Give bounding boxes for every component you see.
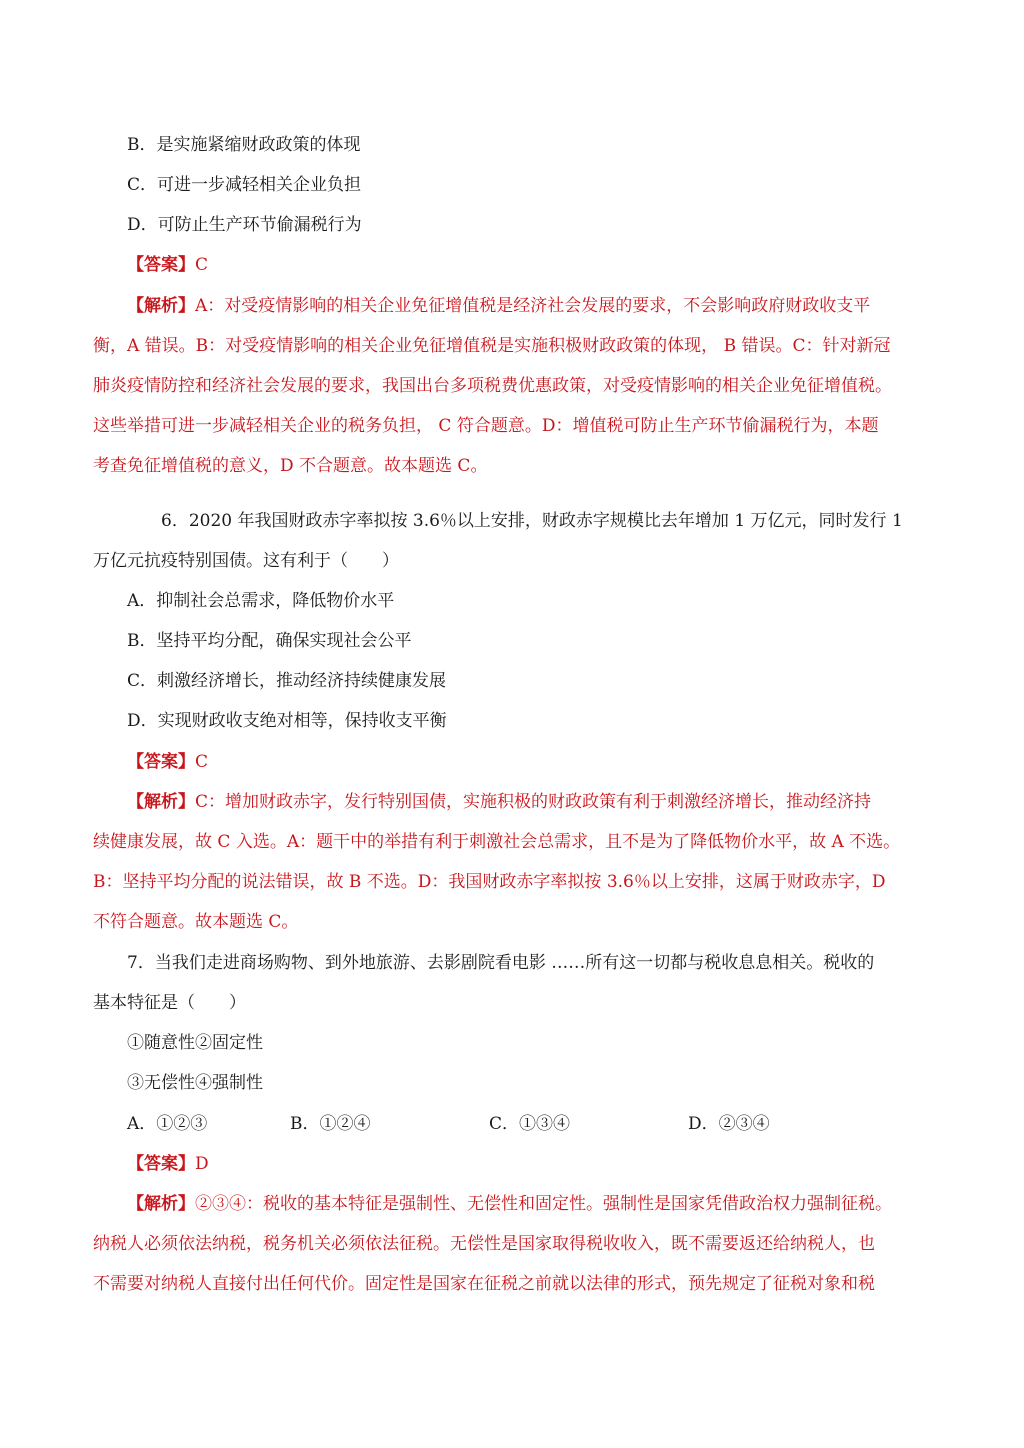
q7-analysis-line-3: 不需要对纳税人直接付出任何代价。固定性是国家在征税之前就以法律的形式，预先规定了征税对象和税 [93,1274,875,1294]
q5-analysis-line-5: 考查免征增值税的意义，D 不合题意。故本题选 C。 [93,456,488,476]
q6-option-c: C．刺激经济增长，推动经济持续健康发展 [127,671,447,691]
q6-option-b: B．坚持平均分配，确保实现社会公平 [127,631,412,651]
q7-option-c: C．①③④ [489,1114,571,1134]
q6-analysis-line-2: 续健康发展，故 C 入选。A：题干中的举措有利于刺激社会总需求，且不是为了降低物价水平，故 A 不选。 [93,832,901,852]
analysis-text: C：增加财政赤字，发行特别国债，实施积极的财政政策有利于刺激经济增长，推动经济持 [195,792,872,812]
q5-option-b: B．是实施紧缩财政政策的体现 [127,135,361,155]
q7-option-d: D．②③④ [688,1114,770,1134]
q5-analysis-line-3: 肺炎疫情防控和经济社会发展的要求，我国出台多项税费优惠政策，对受疫情影响的相关企业免征增值税。 [93,376,892,396]
answer-label: 【答案】 [127,255,195,275]
answer-value: C [195,255,209,275]
q7-item-line-2: ③无偿性④强制性 [127,1073,263,1093]
q7-item-line-1: ①随意性②固定性 [127,1033,263,1053]
analysis-label: 【解析】 [127,296,195,316]
q7-analysis-line-2: 纳税人必须依法纳税，税务机关必须依法征税。无偿性是国家取得税收收入，既不需要返还给纳税人，也 [93,1234,875,1254]
answer-value: D [195,1154,209,1174]
analysis-text: A：对受疫情影响的相关企业免征增值税是经济社会发展的要求，不会影响政府财政收支平 [195,296,871,316]
analysis-label: 【解析】 [127,792,195,812]
q6-stem-line-2: 万亿元抗疫特别国债。这有利于（ ） [93,551,399,571]
q6-analysis-line-3: B：坚持平均分配的说法错误，故 B 不选。D：我国财政赤字率拟按 3.6％以上安排，这属于财政赤字，D [93,872,886,892]
q5-answer [127,254,208,276]
q6-answer [127,751,208,773]
q6-analysis-line-1 [127,791,871,813]
q7-answer [127,1153,209,1175]
q7-stem-line-1: 7．当我们走进商场购物、到外地旅游、去影剧院看电影 ……所有这一切都与税收息息相关。税收的 [127,953,875,973]
q7-options-row [0,1113,1024,1135]
q7-option-a: A．①②③ [127,1114,208,1134]
q6-option-a: A．抑制社会总需求，降低物价水平 [127,591,395,611]
q5-analysis-line-1 [127,295,870,317]
q6-option-d: D．实现财政收支绝对相等，保持收支平衡 [127,711,447,731]
q7-stem-line-2: 基本特征是（ ） [93,993,246,1013]
q5-analysis-line-4: 这些举措可进一步减轻相关企业的税务负担， C 符合题意。D：增值税可防止生产环节偷漏税行为，本题 [93,416,879,436]
q7-analysis-line-1 [127,1193,892,1215]
q5-option-d: D．可防止生产环节偷漏税行为 [127,215,362,235]
q6-analysis-line-4: 不符合题意。故本题选 C。 [93,912,299,932]
answer-label: 【答案】 [127,752,195,772]
q7-option-b: B．①②④ [290,1114,371,1134]
answer-label: 【答案】 [127,1154,195,1174]
analysis-text: ②③④：税收的基本特征是强制性、无偿性和固定性。强制性是国家凭借政治权力强制征税。 [195,1194,892,1214]
q5-option-c: C．可进一步减轻相关企业负担 [127,175,362,195]
answer-value: C [195,752,209,772]
q6-stem-line-1: 6．2020 年我国财政赤字率拟按 3.6％以上安排，财政赤字规模比去年增加 1 万亿元，同时发行 1 [161,511,903,531]
q5-analysis-line-2: 衡，A 错误。B：对受疫情影响的相关企业免征增值税是实施积极财政政策的体现， B 错误。C：针对新冠 [93,336,891,356]
analysis-label: 【解析】 [127,1194,195,1214]
